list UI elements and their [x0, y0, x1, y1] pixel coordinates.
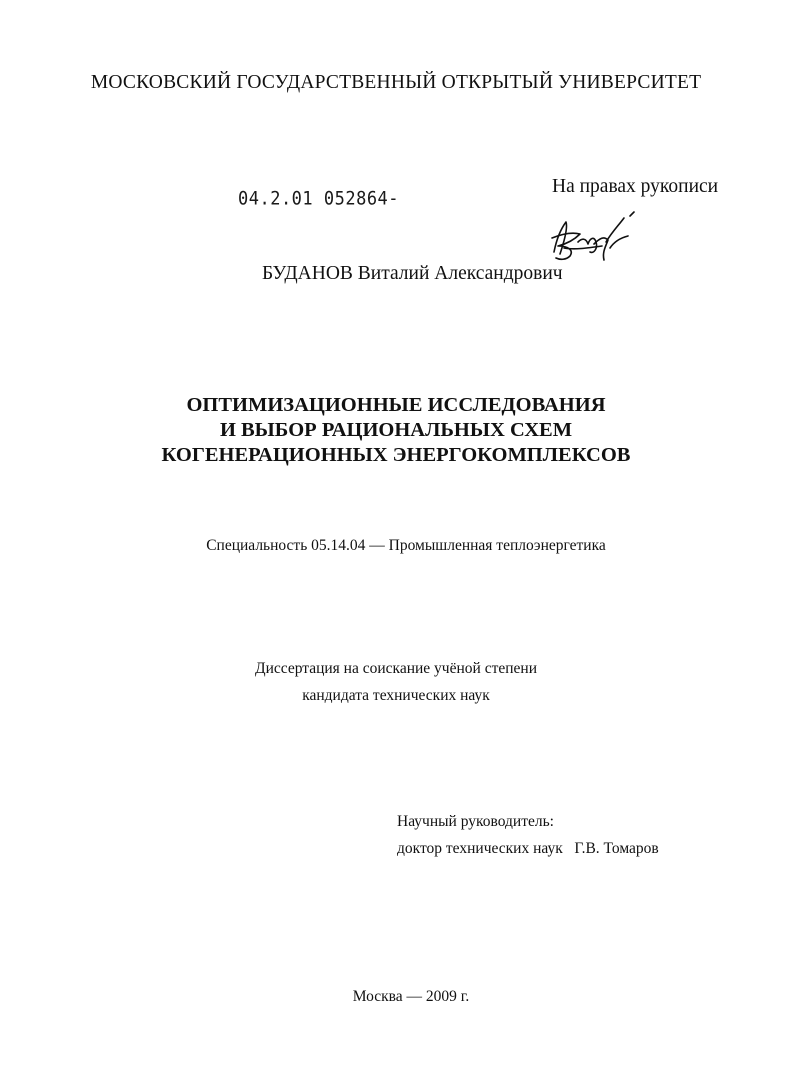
registration-number-stamp: 04.2.01 052864-	[238, 188, 400, 210]
author-signature	[544, 208, 640, 270]
supervisor-label: Научный руководитель:	[397, 813, 554, 830]
city-year: Москва — 2009 г.	[352, 988, 470, 1005]
university-name: МОСКОВСКИЙ ГОСУДАРСТВЕННЫЙ ОТКРЫТЫЙ УНИВЕРСИТЕТ	[90, 72, 702, 93]
supervisor-block	[397, 808, 659, 862]
title-line: ОПТИМИЗАЦИОННЫЕ ИССЛЕДОВАНИЯ	[186, 394, 606, 416]
degree-line-2: кандидата технических наук	[302, 687, 490, 704]
title-line: КОГЕНЕРАЦИОННЫХ ЭНЕРГОКОМПЛЕКСОВ	[161, 444, 631, 466]
degree-statement	[0, 655, 792, 709]
specialty: Специальность 05.14.04 — Промышленная теплоэнергетика	[206, 537, 606, 554]
degree-line-1: Диссертация на соискание учёной степени	[255, 660, 537, 677]
author-name: БУДАНОВ Виталий Александрович	[262, 263, 563, 284]
dissertation-title	[0, 393, 792, 468]
rights-note: На правах рукописи	[552, 176, 719, 197]
supervisor-name: доктор технических наук Г.В. Томаров	[397, 840, 659, 857]
title-line: И ВЫБОР РАЦИОНАЛЬНЫХ СХЕМ	[219, 419, 573, 441]
